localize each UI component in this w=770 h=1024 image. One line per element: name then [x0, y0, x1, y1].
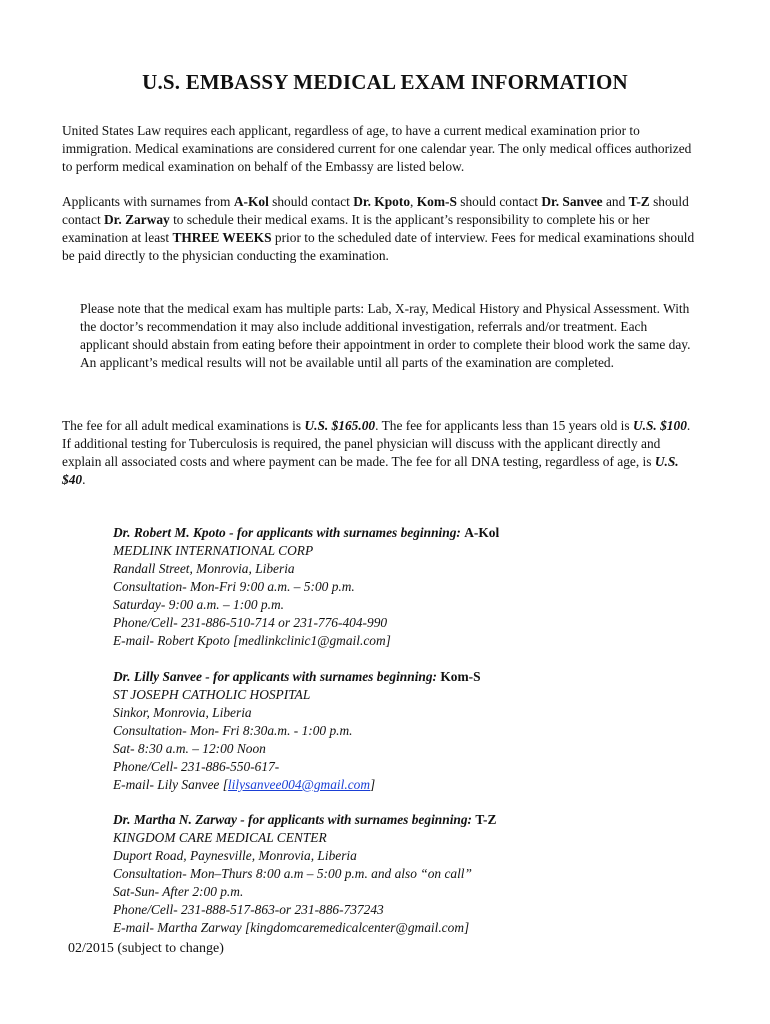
email-link[interactable]: lilysanvee004@gmail.com: [227, 777, 371, 792]
doctor-name: Dr. Sanvee: [541, 194, 603, 209]
assignment-text: should contact: [268, 194, 354, 209]
surname-range: A-Kol: [464, 525, 500, 540]
phone-numbers: Phone/Cell- 231-888-517-863-or 231-886-737243: [113, 902, 384, 917]
email-address: E-mail- Robert Kpoto [medlinkclinic1@gmail.com]: [113, 633, 391, 648]
intro-paragraph: United States Law requires each applicant, regardless of age, to have a current medical examination prior to immigration. Medical examinations are considered current for one calendar year. The only medical offices authorized to perform medical examination on behalf of the Embassy are listed below.: [62, 123, 692, 174]
deadline-emphasis: THREE WEEKS: [172, 230, 272, 245]
phone-numbers: Phone/Cell- 231-886-550-617-: [113, 759, 280, 774]
doctor-heading-text: Dr. Robert M. Kpoto - for applicants with surnames beginning:: [113, 525, 465, 540]
doctor-block-zarway: [113, 811, 713, 937]
assignment-text: should contact: [456, 194, 542, 209]
adult-fee: U.S. $165.00: [304, 418, 376, 433]
assignment-text: to schedule their medical exams. It is the applicant’s responsibility to complete his or her examination at least: [62, 212, 650, 245]
page-title: U.S. EMBASSY MEDICAL EXAM INFORMATION: [142, 70, 628, 94]
note-paragraph: Please note that the medical exam has multiple parts: Lab, X-ray, Medical History and Physical Assessment. With the doctor’s recommendation it may also include additional investigation, referrals and/or treatment. Each applicant should abstain from eating before their appointment in order to complete their blood work the same day. An applicant’s medical results will not be available until all parts of the examination are completed.: [80, 301, 691, 370]
email-prefix: E-mail- Lily Sanvee [: [113, 777, 228, 792]
doctor-name: Dr. Zarway: [104, 212, 170, 227]
fees-text: The fee for all adult medical examinations is: [62, 418, 305, 433]
consultation-hours: Consultation- Mon–Thurs 8:00 a.m – 5:00 p.m. and also “on call”: [113, 866, 472, 881]
doctor-heading-text: Dr. Lilly Sanvee - for applicants with surnames beginning:: [113, 669, 441, 684]
weekend-hours: Sat- 8:30 a.m. – 12:00 Noon: [113, 741, 266, 756]
clinic-name: MEDLINK INTERNATIONAL CORP: [113, 543, 314, 558]
consultation-hours: Consultation- Mon- Fri 8:30a.m. - 1:00 p.m.: [113, 723, 353, 738]
assignment-text: and: [602, 194, 629, 209]
email-address: [113, 776, 713, 794]
surname-range: A-Kol: [233, 194, 269, 209]
surname-range: Kom-S: [440, 669, 481, 684]
revision-footer: 02/2015 (subject to change): [68, 941, 224, 956]
doctor-heading: [113, 668, 713, 686]
clinic-address: Randall Street, Monrovia, Liberia: [113, 561, 295, 576]
weekend-hours: Sat-Sun- After 2:00 p.m.: [113, 884, 244, 899]
surname-range: T-Z: [475, 812, 497, 827]
doctor-heading: [113, 524, 713, 542]
surname-range: Kom-S: [416, 194, 457, 209]
fees-paragraph: [62, 417, 702, 489]
consultation-hours: Consultation- Mon-Fri 9:00 a.m. – 5:00 p.m.: [113, 579, 355, 594]
assignment-paragraph: [62, 193, 702, 265]
surname-range: T-Z: [628, 194, 650, 209]
doctor-name: Dr. Kpoto: [353, 194, 411, 209]
weekend-hours: Saturday- 9:00 a.m. – 1:00 p.m.: [113, 597, 284, 612]
email-suffix: ]: [370, 777, 376, 792]
dna-fee: U.S. $40: [62, 454, 679, 487]
fees-text: . The fee for applicants less than 15 years old is: [375, 418, 633, 433]
doctor-heading: [113, 811, 713, 829]
clinic-address: Duport Road, Paynesville, Monrovia, Liberia: [113, 848, 357, 863]
assignment-text: should contact: [62, 194, 689, 227]
email-address: E-mail- Martha Zarway [kingdomcaremedicalcenter@gmail.com]: [113, 920, 470, 935]
clinic-name: ST JOSEPH CATHOLIC HOSPITAL: [113, 687, 311, 702]
clinic-address: Sinkor, Monrovia, Liberia: [113, 705, 252, 720]
fees-text: .: [82, 472, 86, 487]
assignment-text: ,: [410, 194, 417, 209]
assignment-text: Applicants with surnames from: [62, 194, 234, 209]
doctor-heading-text: Dr. Martha N. Zarway - for applicants with surnames beginning:: [113, 812, 476, 827]
phone-numbers: Phone/Cell- 231-886-510-714 or 231-776-404-990: [113, 615, 388, 630]
doctor-block-sanvee: [113, 668, 713, 794]
fees-text: . If additional testing for Tuberculosis is required, the panel physician will discuss with the applicant directly and explain all associated costs and where payment can be made. The fee for all DNA testing, regardless of age, is: [62, 418, 691, 469]
assignment-text: prior to the scheduled date of interview. Fees for medical examinations should be paid directly to the physician conducting the examination.: [62, 230, 695, 263]
doctor-block-kpoto: [113, 524, 713, 650]
clinic-name: KINGDOM CARE MEDICAL CENTER: [113, 830, 327, 845]
child-fee: U.S. $100: [632, 418, 687, 433]
